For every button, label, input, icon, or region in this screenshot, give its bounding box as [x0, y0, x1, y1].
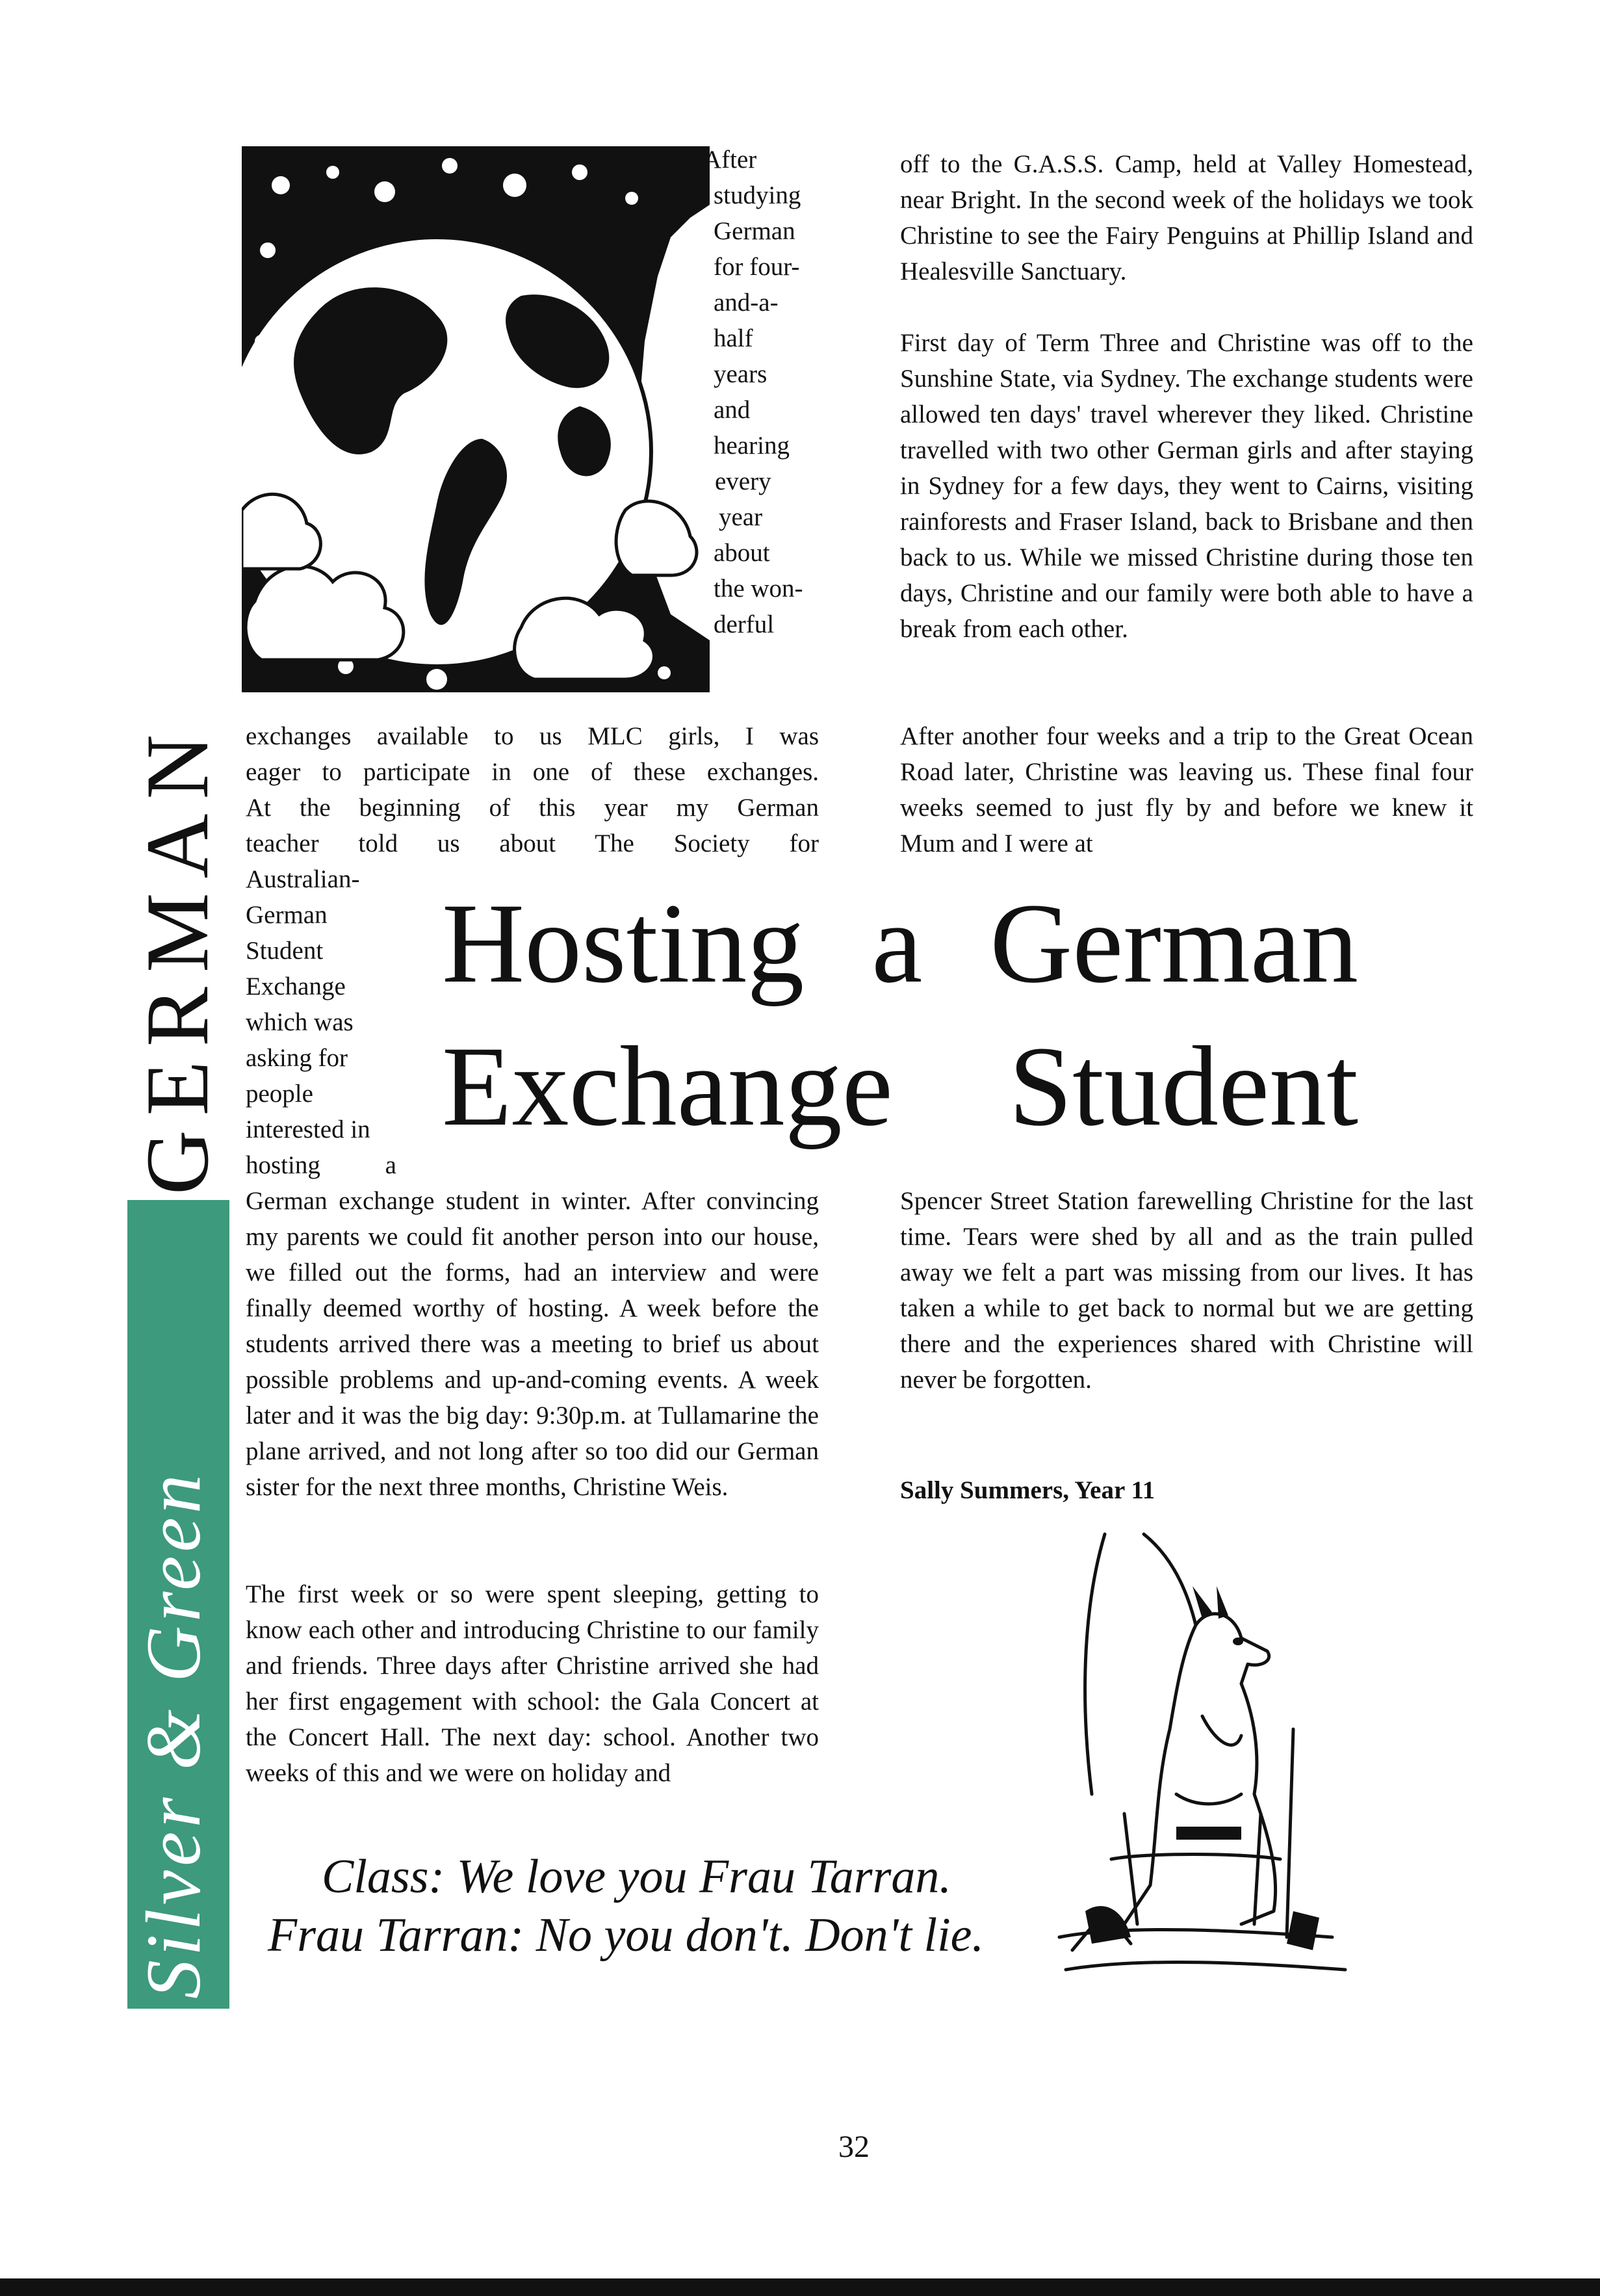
magazine-label: Silver & Green — [130, 1470, 216, 1999]
wrap-line: and — [714, 396, 751, 424]
narrow-line: Exchange — [246, 972, 346, 1000]
wrap-line: half — [714, 324, 753, 352]
scan-edge-bar — [0, 2278, 1600, 2296]
wrap-line: German — [714, 217, 795, 245]
body-paragraph: The first week or so were spent sleeping, getting to know each other and introducing Christine to our family and friends. Three days after Christine arrived she had her first engagement with school: the Gala Concert at the Concert Hall. The next day: school. Another two weeks of this and we were on holiday and — [246, 1580, 819, 1787]
quote-line-2: Frau Tarran: No you don't. Don't lie. — [268, 1909, 984, 1962]
wrap-line: about — [714, 539, 770, 567]
author-byline: Sally Summers, Year 11 — [900, 1476, 1155, 1504]
narrow-line: asking for — [246, 1044, 348, 1072]
narrow-line: interested in — [246, 1115, 370, 1143]
intro-line: eager to participate in one of these exchanges. — [246, 758, 819, 786]
wrap-line: year — [719, 503, 763, 531]
body-paragraph: Spencer Street Station farewelling Christine for the last time. Tears were shed by all and as the train pulled away we felt a part was missing from our lives. It has taken a while to get back to normal but we are getting there and the experiences shared with Christine will never be forgotten. — [900, 1187, 1473, 1394]
wrap-line: derful — [714, 610, 775, 638]
page-number: 32 — [838, 2130, 870, 2164]
narrow-line: which was — [246, 1008, 354, 1036]
wrap-line: for four- — [714, 253, 800, 281]
wrap-line: studying — [714, 181, 801, 209]
intro-line: At the beginning of this year my German — [246, 794, 819, 822]
wrap-line: years — [714, 360, 768, 388]
narrow-line: Student — [246, 937, 324, 965]
wrap-line: the won- — [714, 575, 803, 603]
body-paragraph: off to the G.A.S.S. Camp, held at Valley Homestead, near Bright. In the second week of the holidays we took Christine to see the Fairy Penguins at Phillip Island and Healesville Sanctuary. — [900, 150, 1473, 285]
body-paragraph: German exchange student in winter. After convincing my parents we could fit another person into our house, we filled out the forms, had an interview and were finally deemed worthy of hosting. A week before the students arrived there was a meeting to brief us about possible problems and up-and-coming events. A week later and it was the big day: 9:30p.m. at Tullamarine the plane arrived, and not long after so too did our German sister for the next three months, Christine Weis. — [246, 1187, 819, 1501]
wrap-line: every — [715, 467, 771, 495]
wrap-line: After — [703, 146, 757, 174]
narrow-line: German — [246, 901, 328, 929]
headline-line-2: Exchange Student — [442, 1023, 1358, 1150]
narrow-line: people — [246, 1080, 313, 1108]
globe-icon — [242, 146, 710, 692]
kangaroo-fishing-icon — [1046, 1521, 1358, 2002]
body-paragraph: After another four weeks and a trip to the Great Ocean Road later, Christine was leaving us. These final four weeks seemed to just fly by and before we knew it Mum and I were at — [900, 722, 1473, 857]
headline-line-1: Hosting a German — [442, 880, 1358, 1007]
intro-line: teacher told us about The Society for — [246, 829, 819, 857]
section-label: GERMAN — [127, 720, 227, 1195]
intro-line: exchanges available to us MLC girls, I was — [246, 722, 819, 750]
quote-line-1: Class: We love you Frau Tarran. — [322, 1850, 951, 1903]
wrap-line: hearing — [714, 432, 790, 460]
wrap-line: and-a- — [714, 289, 779, 317]
body-paragraph: First day of Term Three and Christine was off to the Sunshine State, via Sydney. The exchange students were allowed ten days' travel wherever they liked. Christine travelled with two other German girls and after staying in Sydney for a few days, they went to Cairns, visiting rainforests and Fraser Island, back to Brisbane and then back to us. While we missed Christine during those ten days, Christine and our family were both able to have a break from each other. — [900, 329, 1473, 643]
narrow-line: hosting a — [246, 1151, 396, 1179]
intro-line: Australian- — [246, 865, 360, 893]
